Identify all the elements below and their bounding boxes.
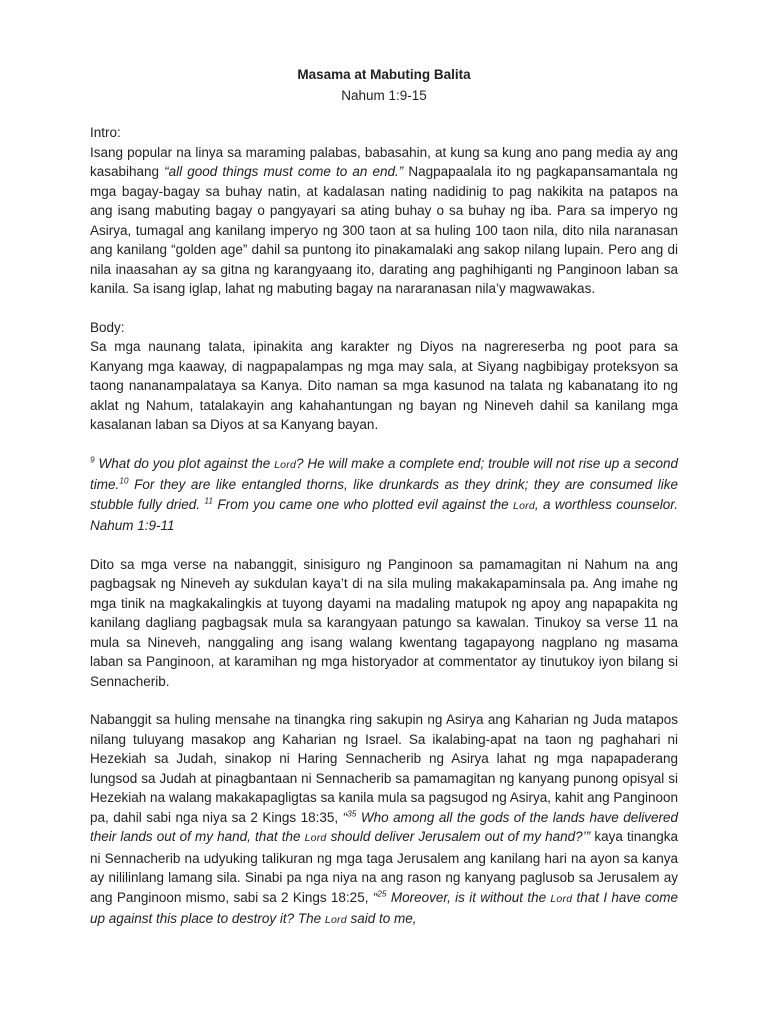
spacer [90,536,678,555]
document-title: Masama at Mabuting Balita [297,67,471,82]
intro-heading: Intro: [90,125,121,140]
lord-smallcaps: Lord [274,458,296,471]
verse-text: For they are like entangled thorns, like drunkards as they drink; they are consumed like stubble fully dried. [90,477,678,512]
verse-text: ? He will make a complete end; trouble will not rise up a second time. [90,455,678,492]
document-body [90,123,678,931]
lord-smallcaps: Lord [513,499,535,512]
verse-number-10: 10 [119,475,129,486]
quote-text: said to me, [346,911,417,926]
verse-reference: , a worthless counselor. Nahum 1:9-11 [90,496,678,533]
scripture-quote-nahum [90,454,678,536]
paragraph-text: kaya tinangka ni Sennacherib na udyuking talikuran ng mga taga Jerusalem ang kanilang hari na ayon sa kanya ay nililinlang lamang sila. Sinabi pa nga niya na ang rason ng kanyang paglusob sa Jerusalem ay ang Panginoon mismo, sabi sa 2 Kings 18:25, [90,829,678,905]
verse-number-25: 25 [377,888,387,898]
verse-number-35: 35 [347,808,357,818]
verse-number-11: 11 [204,495,214,505]
quote-mark: “ [372,889,378,905]
lord-smallcaps: Lord [550,892,573,905]
intro-text-start: Isang popular na linya sa maraming palabas, babasahin, at kung sa kung ano pang media ay ang kasabihang [90,144,678,179]
body-paragraph-2: Dito sa mga verse na nabanggit, sinisiguro ng Panginoon sa pamamagitan ni Nahum na ang pagbagsak ng Nineveh ay sukdulan kaya’t di na sila muling makakapaminsala pa. Ang imahe ng mga tinik na magkakalingkis at tuyong dayami na madaling matupok ng apoy ang napapakita ng kanilang dagliang pagbagsak mula sa karangyaan patungo sa kawalan. Tinukoy sa verse 11 na mula sa Nineveh, nanggaling ang isang walang kwentang tagapayong nagplano ng masama laban sa Panginoon, at karamihan ng mga historyador at commentator ay tinutukoy iyon bilang si Sennacherib. [90,556,678,689]
quote-mark: ’” [582,829,591,844]
quote-mark: “ [342,809,348,825]
spacer [90,435,678,454]
spacer [90,299,678,318]
intro-paragraph [90,143,678,299]
document-subtitle: Nahum 1:9-15 [341,88,427,103]
verse-text: What do you plot against the [94,455,275,471]
lord-smallcaps: Lord [324,914,347,926]
quote-text: should deliver Jerusalem out of my hand? [326,829,583,844]
quote-text: Who among all the gods of the lands have delivered their lands out of my hand, that the [90,809,679,844]
verse-number-9: 9 [90,454,95,464]
body-heading: Body: [90,319,125,335]
intro-text-end: Nagpapaalala ito ng pagkapansamantala ng mga bagay-bagay sa buhay natin, at kadalasan nating nadidinig to pag nakikita na patapos na ang isang mabuting bagay o pangyayari sa ating buhay o sa buhay ng iba. Para sa imperyo ng Asirya, tumagal ang kanilang imperyo ng 300 taon at sa huling 100 taon nila, dito nila naranasan ang kanilang “golden age” dahil sa puntong ito pinakamalaki ang sakop nilang lupain. Pero ang di nila inaasahan ay sa gitna ng karangyaang ito, darating ang paghihiganti ng Panginoon laban sa kanila. Sa isang iglap, lahat ng mabuting bagay na nararanasan nila’y magwawakas. [90,164,678,296]
intro-quote: “all good things must come to an end.” [164,164,404,179]
body-paragraph-1: Sa mga naunang talata, ipinakita ang karakter ng Diyos na nagrereserba ng poot para sa Kanyang mga kaaway, di nagpapalampas ng mga may sala, at Siyang nagbibigay proteksyon sa taong nananampalataya sa Kanya. Dito naman sa mga kasunod na talata ng kabanatang ito ng aklat ng Nahum, tatalakayin ang kahahantungan ng bayan ng Nineveh dahil sa kanilang mga kasalanan laban sa Diyos at sa Kanyang bayan. [90,339,678,432]
quote-text: Moreover, is it without the [386,889,551,905]
quote-text: that I have come up against this place to destroy it? The [90,889,678,926]
verse-text: From you came one who plotted evil against the [213,496,514,512]
body-paragraph-3 [90,710,678,931]
spacer [90,691,678,710]
lord-smallcaps: Lord [304,832,327,844]
paragraph-text: Nabanggit sa huling mensahe na tinangka ring sakupin ng Asirya ang Kaharian ng Juda matapos nilang tuluyang masakop ang Kaharian ng Israel. Sa ikalabing-apat na taon ng paghahari ni Hezekiah sa Judah, sinakop ni Haring Sennacherib ng Asirya lahat ng mga napapaderang lungsod sa Judah at pinagbantaan ni Sennacherib sa pamamagitan ng kanyang punong opisyal si Hezekiah na walang makakapagligtas sa kanila mula sa pagsugod ng Asirya, kahit ang Panginoon pa, dahil sabi nga niya sa 2 Kings 18:35, [90,712,678,825]
